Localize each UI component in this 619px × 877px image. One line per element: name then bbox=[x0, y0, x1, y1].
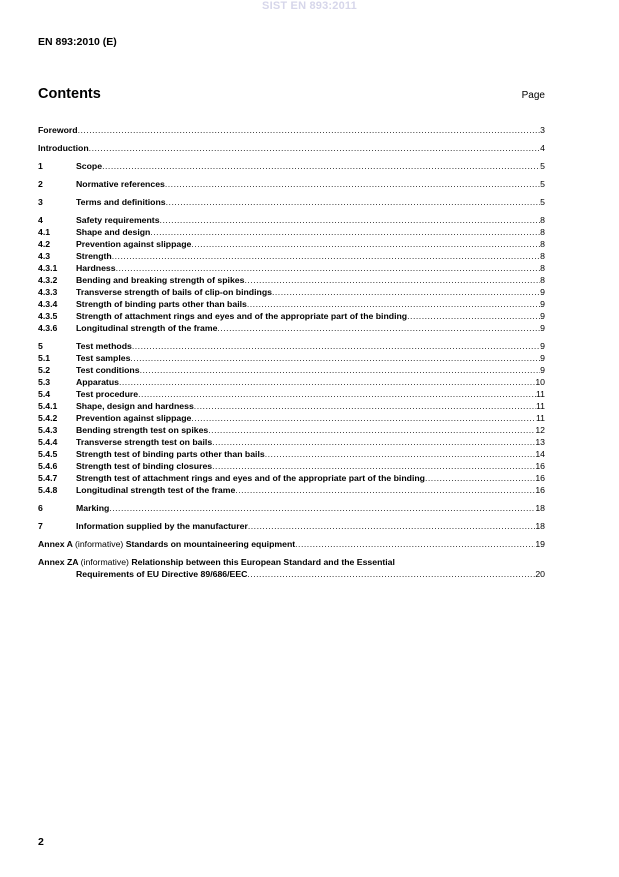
toc-entry-title: Transverse strength test on bails bbox=[76, 437, 213, 447]
toc-entry-number: 4 bbox=[38, 215, 43, 225]
annex-title: Standards on mountaineering equipment bbox=[125, 539, 296, 549]
toc-entry-page: 5 bbox=[540, 197, 545, 207]
toc-entry-page: 9 bbox=[540, 341, 545, 351]
dot-leader bbox=[244, 274, 540, 286]
toc-entry[interactable] bbox=[38, 352, 545, 364]
dot-leader bbox=[247, 568, 535, 580]
toc-entry-page: 19 bbox=[535, 539, 545, 549]
dot-leader bbox=[166, 196, 541, 208]
toc-entry-page: 9 bbox=[540, 323, 545, 333]
toc-entry-page: 20 bbox=[535, 569, 545, 579]
toc-entry-title: Apparatus bbox=[76, 377, 119, 387]
toc-entry-number: 5.4.3 bbox=[38, 425, 58, 435]
toc-entry[interactable] bbox=[38, 160, 545, 172]
toc-entry-title: Longitudinal strength test of the frame bbox=[76, 485, 236, 495]
toc-entry-page: 12 bbox=[535, 425, 545, 435]
dot-leader bbox=[150, 226, 540, 238]
toc-entry[interactable] bbox=[38, 250, 545, 262]
toc-entry-page: 9 bbox=[540, 353, 545, 363]
dot-leader bbox=[265, 448, 536, 460]
toc-entry-title: Prevention against slippage bbox=[76, 413, 192, 423]
dot-leader bbox=[102, 160, 540, 172]
dot-leader bbox=[78, 124, 541, 136]
toc-entry-number: 7 bbox=[38, 521, 43, 531]
toc-entry[interactable] bbox=[38, 286, 545, 298]
annex-title-line2: Requirements of EU Directive 89/686/EEC bbox=[76, 569, 248, 579]
toc-entry-number: 5.4 bbox=[38, 389, 51, 399]
toc-entry[interactable] bbox=[38, 196, 545, 208]
toc-entry[interactable] bbox=[38, 226, 545, 238]
toc-entry-title: Shape and design bbox=[76, 227, 151, 237]
toc-entry[interactable] bbox=[38, 460, 545, 472]
toc-entry-number: 4.3.6 bbox=[38, 323, 58, 333]
toc-entry-title: Strength test of binding closures bbox=[76, 461, 213, 471]
toc-entry-number: 4.3.5 bbox=[38, 311, 58, 321]
toc-entry[interactable] bbox=[38, 424, 545, 436]
page-column-header: Page bbox=[521, 90, 545, 101]
dot-leader bbox=[89, 142, 540, 154]
dot-leader bbox=[119, 376, 535, 388]
toc-entry[interactable] bbox=[38, 340, 545, 352]
toc-entry-number: 4.3.4 bbox=[38, 299, 58, 309]
toc-entry-title: Test samples bbox=[76, 353, 131, 363]
toc-entry-page: 13 bbox=[535, 437, 545, 447]
toc-entry-number: 4.2 bbox=[38, 239, 51, 249]
dot-leader bbox=[272, 286, 540, 298]
annex-label: Annex ZA bbox=[38, 557, 79, 567]
toc-entry[interactable] bbox=[38, 274, 545, 286]
dot-leader bbox=[247, 298, 540, 310]
toc-entry-title: Strength of binding parts other than bails bbox=[76, 299, 247, 309]
toc-entry-page: 3 bbox=[540, 125, 545, 135]
toc-entry-page: 4 bbox=[540, 143, 545, 153]
toc-entry-page: 16 bbox=[535, 461, 545, 471]
toc-entry-title: Strength test of binding parts other than bails bbox=[76, 449, 265, 459]
toc-entry-page: 10 bbox=[535, 377, 545, 387]
toc-entry-page: 11 bbox=[535, 413, 545, 423]
toc-entry-title: Longitudinal strength of the frame bbox=[76, 323, 218, 333]
dot-leader bbox=[212, 460, 535, 472]
toc-entry[interactable] bbox=[38, 436, 545, 448]
dot-leader bbox=[194, 400, 536, 412]
toc-entry-number: 5.4.2 bbox=[38, 413, 58, 423]
dot-leader bbox=[191, 238, 540, 250]
toc-entries bbox=[38, 124, 545, 532]
toc-entry-page: 8 bbox=[540, 263, 545, 273]
annex-qualifier: (informative) bbox=[80, 557, 129, 567]
toc-entry-title-line1 bbox=[38, 556, 545, 568]
toc-entry-page: 8 bbox=[540, 239, 545, 249]
toc-entry-title: Strength test of attachment rings and eyes and of the appropriate part of the binding bbox=[76, 473, 425, 483]
toc-entry-title: Marking bbox=[76, 503, 110, 513]
toc-entry-number: 1 bbox=[38, 161, 43, 171]
dot-leader bbox=[295, 538, 535, 550]
dot-leader bbox=[116, 262, 541, 274]
dot-leader bbox=[191, 412, 536, 424]
toc-entry-page: 18 bbox=[535, 521, 545, 531]
toc-entry-title bbox=[38, 538, 295, 550]
toc-entry[interactable] bbox=[38, 412, 545, 424]
toc-entry-page: 16 bbox=[535, 485, 545, 495]
toc-entry[interactable] bbox=[38, 124, 545, 136]
toc-entry-title: Prevention against slippage bbox=[76, 239, 192, 249]
toc-entry-annex-za[interactable] bbox=[38, 556, 545, 580]
toc-entry-title: Information supplied by the manufacturer bbox=[76, 521, 248, 531]
toc-entry-title: Strength bbox=[76, 251, 112, 261]
toc-entry-title: Test procedure bbox=[76, 389, 139, 399]
toc-entry-title: Normative references bbox=[76, 179, 165, 189]
dot-leader bbox=[160, 214, 541, 226]
toc-entry-title: Scope bbox=[76, 161, 103, 171]
toc-entry[interactable] bbox=[38, 364, 545, 376]
toc-entry[interactable] bbox=[38, 178, 545, 190]
toc-entry-title: Bending strength test on spikes bbox=[76, 425, 209, 435]
annex-title-line1: Relationship between this European Standard and the Essential bbox=[131, 557, 395, 567]
toc-entry-title: Transverse strength of bails of clip-on bindings bbox=[76, 287, 272, 297]
toc-entry-page: 11 bbox=[535, 401, 545, 411]
toc-entry-number: 5.4.6 bbox=[38, 461, 58, 471]
toc-entry-number: 5.4.7 bbox=[38, 473, 58, 483]
toc-entry[interactable] bbox=[38, 310, 545, 322]
toc-entry-page: 9 bbox=[540, 299, 545, 309]
toc-entry-title: Shape, design and hardness bbox=[76, 401, 194, 411]
toc-entry[interactable] bbox=[38, 214, 545, 226]
toc-entry[interactable] bbox=[38, 400, 545, 412]
dot-leader bbox=[235, 484, 535, 496]
annex-qualifier: (informative) bbox=[75, 539, 124, 549]
dot-leader bbox=[217, 322, 540, 334]
toc-entry-title: Bending and breaking strength of spikes bbox=[76, 275, 245, 285]
dot-leader bbox=[208, 424, 535, 436]
toc-entry[interactable] bbox=[38, 262, 545, 274]
toc-entry-number: 2 bbox=[38, 179, 43, 189]
page-number: 2 bbox=[38, 836, 44, 848]
dot-leader bbox=[132, 340, 540, 352]
toc-entry[interactable] bbox=[38, 520, 545, 532]
watermark: SIST EN 893:2011 bbox=[262, 0, 357, 12]
table-of-contents bbox=[38, 124, 545, 580]
toc-entry-page: 9 bbox=[540, 287, 545, 297]
toc-entry-number: 5.4.4 bbox=[38, 437, 58, 447]
toc-entry-number: 4.3.1 bbox=[38, 263, 58, 273]
toc-entry[interactable] bbox=[38, 238, 545, 250]
toc-entry-number: 4.3.3 bbox=[38, 287, 58, 297]
toc-entry-page: 5 bbox=[540, 179, 545, 189]
toc-entry-number: 5.4.1 bbox=[38, 401, 58, 411]
toc-entry-title: Terms and definitions bbox=[76, 197, 166, 207]
toc-entry-page: 9 bbox=[540, 311, 545, 321]
dot-leader bbox=[212, 436, 535, 448]
toc-entry-page: 18 bbox=[535, 503, 545, 513]
toc-entry-number: 5.4.8 bbox=[38, 485, 58, 495]
toc-entry-page: 8 bbox=[540, 215, 545, 225]
toc-entry-number: 5.3 bbox=[38, 377, 51, 387]
toc-entry-page: 8 bbox=[540, 227, 545, 237]
toc-entry[interactable] bbox=[38, 298, 545, 310]
toc-entry-page: 5 bbox=[540, 161, 545, 171]
dot-leader bbox=[130, 352, 540, 364]
toc-entry-title: Strength of attachment rings and eyes and of the appropriate part of the binding bbox=[76, 311, 408, 321]
toc-entry[interactable] bbox=[38, 322, 545, 334]
toc-entry-title: Hardness bbox=[76, 263, 116, 273]
dot-leader bbox=[112, 250, 540, 262]
toc-entry[interactable] bbox=[38, 502, 545, 514]
document-id: EN 893:2010 (E) bbox=[38, 36, 117, 48]
toc-entry[interactable] bbox=[38, 448, 545, 460]
toc-entry[interactable] bbox=[38, 142, 545, 154]
contents-title: Contents bbox=[38, 86, 101, 102]
toc-entry-number: 5.4.5 bbox=[38, 449, 58, 459]
dot-leader bbox=[248, 520, 535, 532]
toc-entry-title: Safety requirements bbox=[76, 215, 160, 225]
toc-entry-page: 8 bbox=[540, 251, 545, 261]
toc-entry-number: 4.3 bbox=[38, 251, 51, 261]
dot-leader bbox=[109, 502, 535, 514]
toc-entry-number: 4.1 bbox=[38, 227, 51, 237]
toc-entry-number: 3 bbox=[38, 197, 43, 207]
toc-entry-page: 11 bbox=[535, 389, 545, 399]
toc-entry-title: Introduction bbox=[38, 143, 89, 153]
toc-entry[interactable] bbox=[38, 388, 545, 400]
toc-entry-page: 16 bbox=[535, 473, 545, 483]
toc-entry-number: 6 bbox=[38, 503, 43, 513]
toc-entry-page: 14 bbox=[535, 449, 545, 459]
toc-entry-number: 5.1 bbox=[38, 353, 51, 363]
toc-entry-title: Test methods bbox=[76, 341, 132, 351]
toc-entry-title: Foreword bbox=[38, 125, 78, 135]
toc-entry-number: 5.2 bbox=[38, 365, 51, 375]
dot-leader bbox=[165, 178, 540, 190]
toc-entry-annex-a[interactable] bbox=[38, 538, 545, 550]
toc-entry-number: 5 bbox=[38, 341, 43, 351]
dot-leader bbox=[407, 310, 540, 322]
toc-entry[interactable] bbox=[38, 484, 545, 496]
dot-leader bbox=[425, 472, 535, 484]
toc-entry-page: 8 bbox=[540, 275, 545, 285]
toc-entry-page: 9 bbox=[540, 365, 545, 375]
toc-entry[interactable] bbox=[38, 376, 545, 388]
toc-entry-title: Test conditions bbox=[76, 365, 140, 375]
toc-entry-number: 4.3.2 bbox=[38, 275, 58, 285]
dot-leader bbox=[140, 364, 541, 376]
dot-leader bbox=[138, 388, 536, 400]
annex-label: Annex A bbox=[38, 539, 73, 549]
toc-entry[interactable] bbox=[38, 472, 545, 484]
